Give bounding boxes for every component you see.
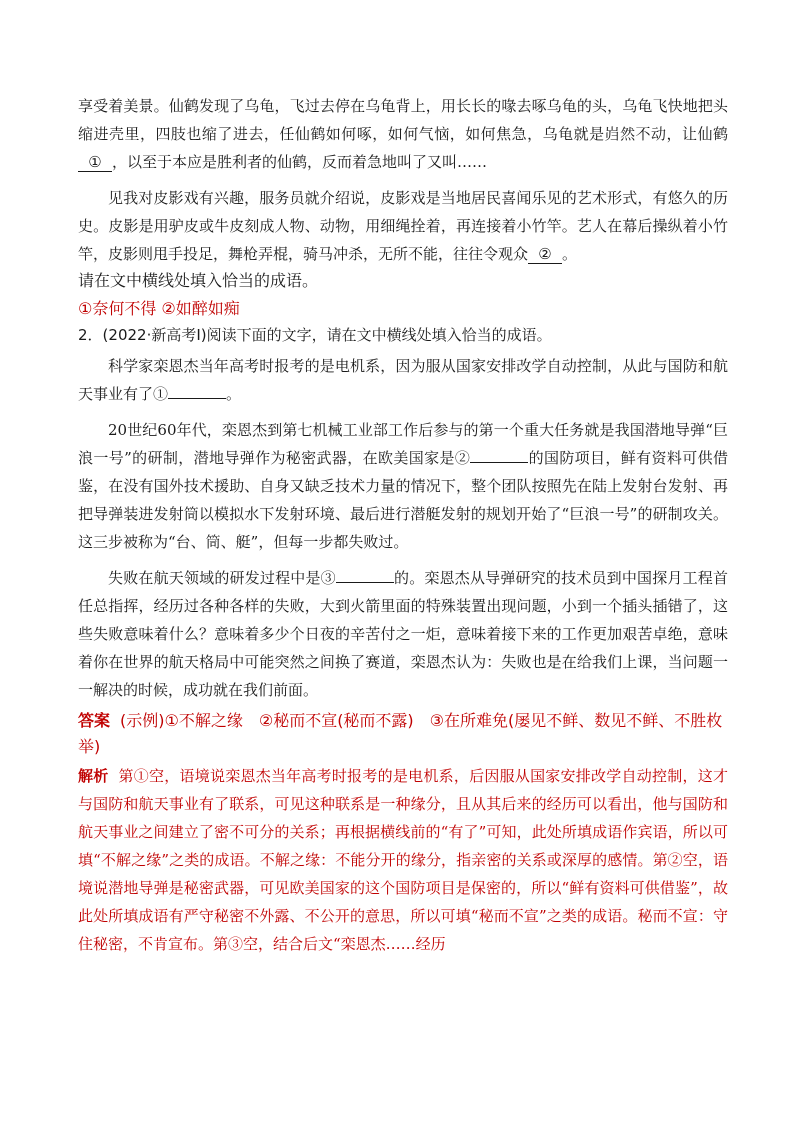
passage-text: 。 — [562, 245, 578, 263]
answer-label: 答案 — [78, 711, 111, 730]
passage-text: 科学家栾恩杰当年高考时报考的是电机系，因为服从国家安排改学自动控制，从此与国防和航天事业有了① — [78, 357, 728, 403]
blank-1: ① — [78, 153, 112, 172]
q2-paragraph-3 — [78, 564, 728, 704]
analysis-label: 解析 — [78, 767, 109, 785]
passage-paragraph-1 — [78, 92, 728, 176]
analysis — [78, 762, 728, 958]
question-2-heading: 2．(2022·新高考Ⅰ)阅读下面的文字，请在文中横线处填入恰当的成语。 — [78, 326, 552, 344]
blank-q2-3 — [336, 582, 394, 583]
q2-paragraph-1 — [78, 352, 728, 408]
q2-paragraph-2 — [78, 416, 728, 556]
blank-q2-1 — [168, 398, 226, 399]
passage-text: 失败在航天领域的研发过程中是③ — [108, 569, 336, 587]
analysis-text: 第①空，语境说栾恩杰当年高考时报考的是电机系，后因服从国家安排改学自动控制，这才与国防和航天事业有了联系，可见这种联系是一种缘分，且从其后来的经历可以看出，他与国防和航天事业之间建立了密不可分的关系；再根据横线前的“有了”可知，此处所填成语作宾语，所以可填“不解之缘”之类的成语。不解之缘：不能分开的缘分，指亲密的关系或深厚的感情。第②空，语境说潜地导弹是秘密武器，可见欧美国家的这个国防项目是保密的，所以“鲜有资料可供借鉴”，故此处所填成语有严守秘密不外露、不公开的意思，所以可填“秘而不宣”之类的成语。秘而不宣：守住秘密，不肯宣布。第③空，结合后文“栾恩杰……经历 — [78, 767, 728, 953]
passage-text: 的国防项目，鲜有资料可供借鉴，在没有国外技术援助、自身又缺乏技术力量的情况下，整个团队按照先在陆上发射台发射、再把导弹装进发射筒以模拟水下发射环境、最后进行潜艇发射的规划开始了“巨浪一号”的研制攻关。这三步被称为“台、筒、艇”，但每一步都失败过。 — [78, 449, 728, 551]
passage-text: 20世纪60年代，栾恩杰到第七机械工业部工作后参与的第一个重大任务就是我国潜地导弹“巨浪一号”的研制，潜地导弹作为秘密武器，在欧美国家是② — [78, 421, 728, 467]
passage-text: 的。栾恩杰从导弹研究的技术员到中国探月工程首任总指挥，经历过各种各样的失败，大到火箭里面的特殊装置出现问题，小到一个插头插错了，这些失败意味着什么？意味着多少个日夜的辛苦付之一炬，意味着接下来的工作更加艰苦卓绝，意味着你在世界的航天格局中可能突然之间换了赛道，栾恩杰认为：失败也是在给我们上课，当问题一一解决的时候，成功就在我们前面。 — [78, 569, 728, 699]
passage-text: 。 — [226, 385, 242, 403]
passage-text: ，以至于本应是胜利者的仙鹤，反而着急地叫了又叫…… — [112, 153, 488, 171]
document-page — [78, 92, 728, 958]
answer-2 — [78, 708, 728, 760]
answer-1: ①奈何不得 ②如醉如痴 — [78, 299, 240, 318]
question-instruction: 请在文中横线处填入恰当的成语。 — [78, 271, 319, 290]
blank-2: ② — [528, 245, 562, 264]
answer-text: (示例)①不解之缘 ②秘而不宣(秘而不露) ③在所难免(屡见不鲜、数见不鲜、不胜枚举) — [78, 711, 723, 756]
passage-text: 见我对皮影戏有兴趣，服务员就介绍说，皮影戏是当地居民喜闻乐见的艺术形式，有悠久的历史。皮影是用驴皮或牛皮刻成人物、动物，用细绳拴着，再连接着小竹竿。艺人在幕后操纵着小竹竿，皮影则甩手投足，舞枪弄棍，骑马冲杀，无所不能，往往令观众 — [78, 189, 728, 263]
blank-q2-2 — [470, 462, 528, 463]
passage-paragraph-2 — [78, 184, 728, 268]
passage-text: 享受着美景。仙鹤发现了乌龟，飞过去停在乌龟背上，用长长的喙去啄乌龟的头，乌龟飞快地把头缩进壳里，四肢也缩了进去，任仙鹤如何啄，如何气恼，如何焦急，乌龟就是岿然不动，让仙鹤 — [78, 97, 728, 143]
